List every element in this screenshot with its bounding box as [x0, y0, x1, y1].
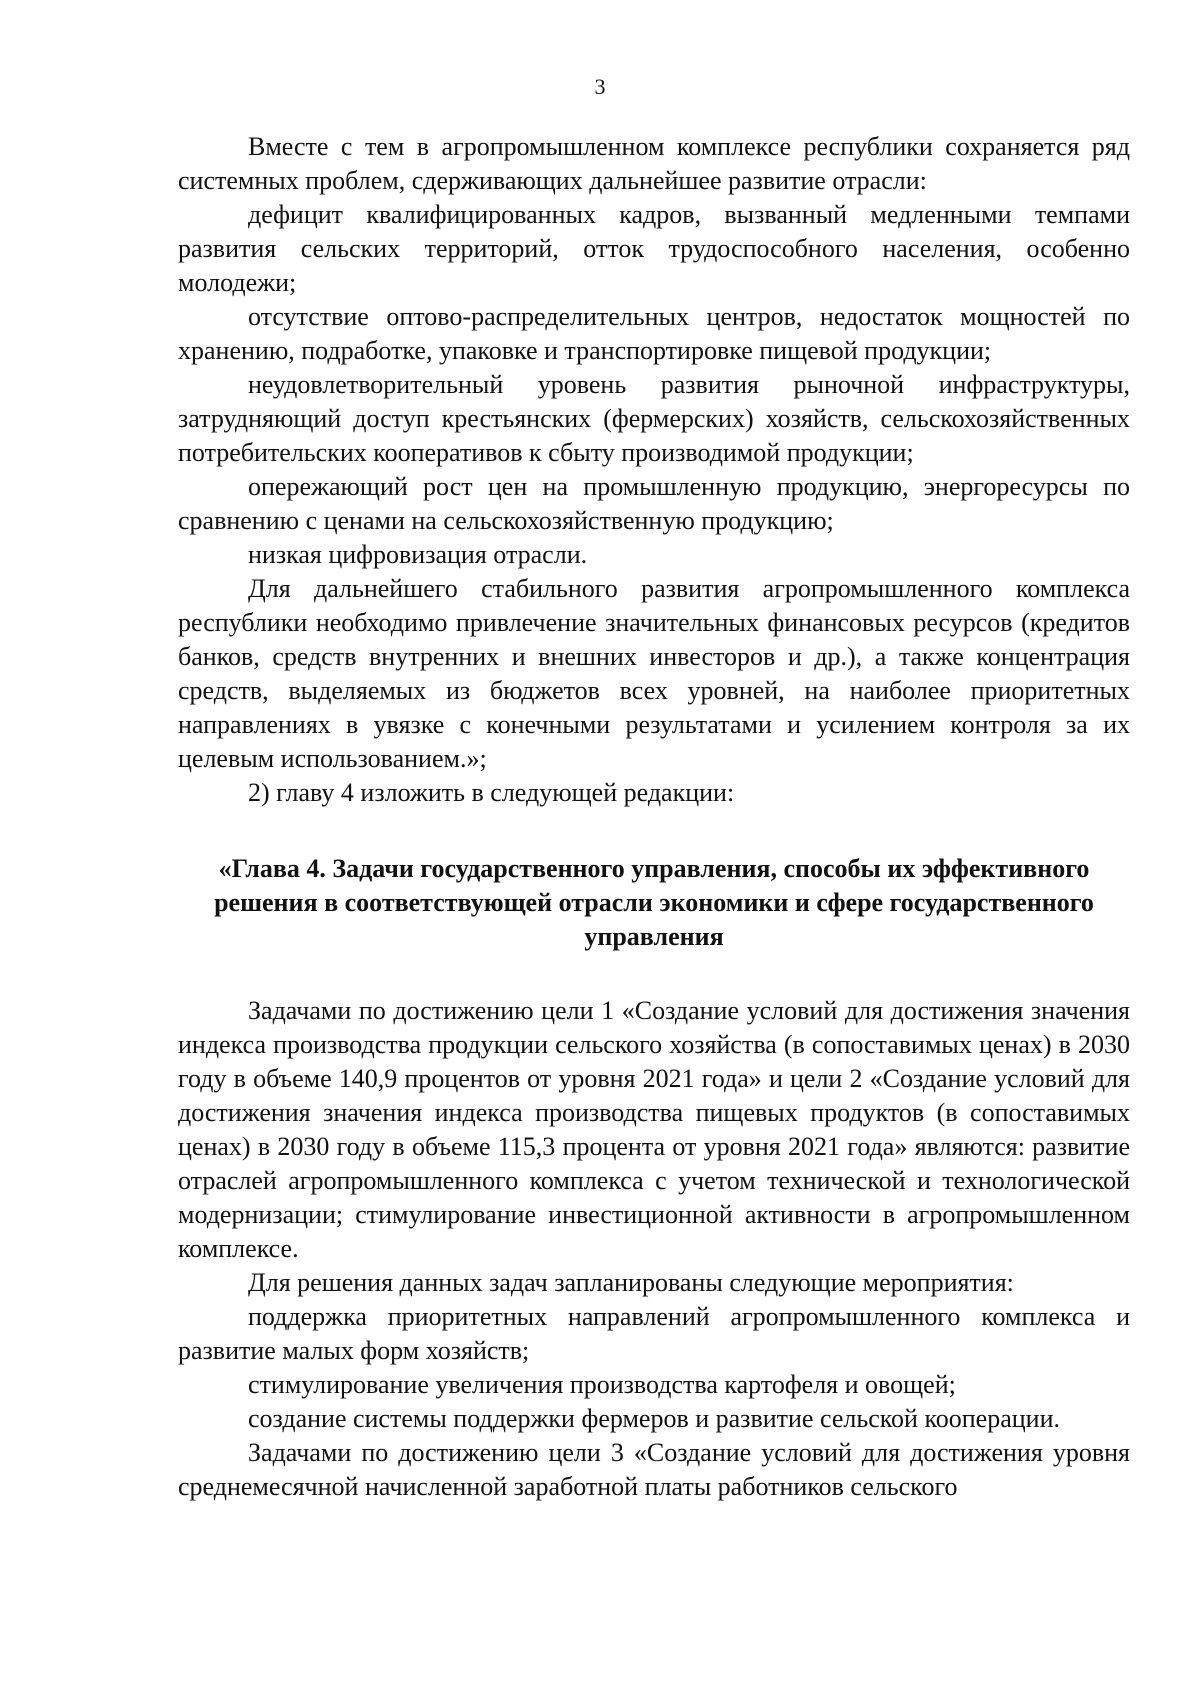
paragraph: дефицит квалифицированных кадров, вызванный медленными темпами развития сельских территорий, отток трудоспособного населения, особенно молодежи;	[178, 200, 1130, 297]
paragraph: неудовлетворительный уровень развития рыночной инфраструктуры, затрудняющий доступ крестьянских (фермерских) хозяйств, сельскохозяйственных потребительских кооперативов к сбыту производимой продукции;	[178, 370, 1130, 467]
paragraph: Задачами по достижению цели 3 «Создание условий для достижения уровня среднемесячной начисленной заработной платы работников сельского	[178, 1438, 1130, 1501]
page-number: 3	[594, 74, 606, 99]
paragraph: Задачами по достижению цели 1 «Создание условий для достижения значения индекса производства продукции сельского хозяйства (в сопоставимых ценах) в 2030 году в объеме 140,9 процентов от уровня 2021 года» и цели 2 «Создание условий для достижения значения индекса производства пищевых продуктов (в сопоставимых ценах) в 2030 году в объеме 115,3 процента от уровня 2021 года» являются: развитие отраслей агропромышленного комплекса с учетом технической и технологической модернизации; стимулирование инвестиционной активности в агропромышленном комплексе.	[178, 996, 1130, 1263]
paragraph: Для решения данных задач запланированы следующие мероприятия:	[248, 1268, 1014, 1297]
paragraph: Для дальнейшего стабильного развития агропромышленного комплекса республики необходимо привлечение значительных финансовых ресурсов (кредитов банков, средств внутренних и внешних инвесторов и др.), а также концентрация средств, выделяемых из бюджетов всех уровней, на наиболее приоритетных направлениях в увязке с конечными результатами и усилением контроля за их целевым использованием.»;	[178, 574, 1130, 773]
paragraph: низкая цифровизация отрасли.	[248, 540, 588, 569]
chapter-heading: «Глава 4. Задачи государственного управления, способы их эффективного решения в соответствующей отрасли экономики и сфере государственного управления	[214, 854, 1094, 951]
paragraph: отсутствие оптово-распределительных центров, недостаток мощностей по хранению, подработке, упаковке и транспортировке пищевой продукции;	[178, 302, 1130, 365]
paragraph: поддержка приоритетных направлений агропромышленного комплекса и развитие малых форм хозяйств;	[178, 1302, 1130, 1365]
paragraph: опережающий рост цен на промышленную продукцию, энергоресурсы по сравнению с ценами на сельскохозяйственную продукцию;	[178, 472, 1130, 535]
paragraph: создание системы поддержки фермеров и развитие сельской кооперации.	[248, 1404, 1061, 1433]
paragraph: стимулирование увеличения производства картофеля и овощей;	[248, 1370, 956, 1399]
document-body	[178, 130, 1130, 1504]
paragraph: 2) главу 4 изложить в следующей редакции:	[248, 778, 735, 807]
paragraph: Вместе с тем в агропромышленном комплексе республики сохраняется ряд системных проблем, сдерживающих дальнейшее развитие отрасли:	[178, 132, 1130, 195]
